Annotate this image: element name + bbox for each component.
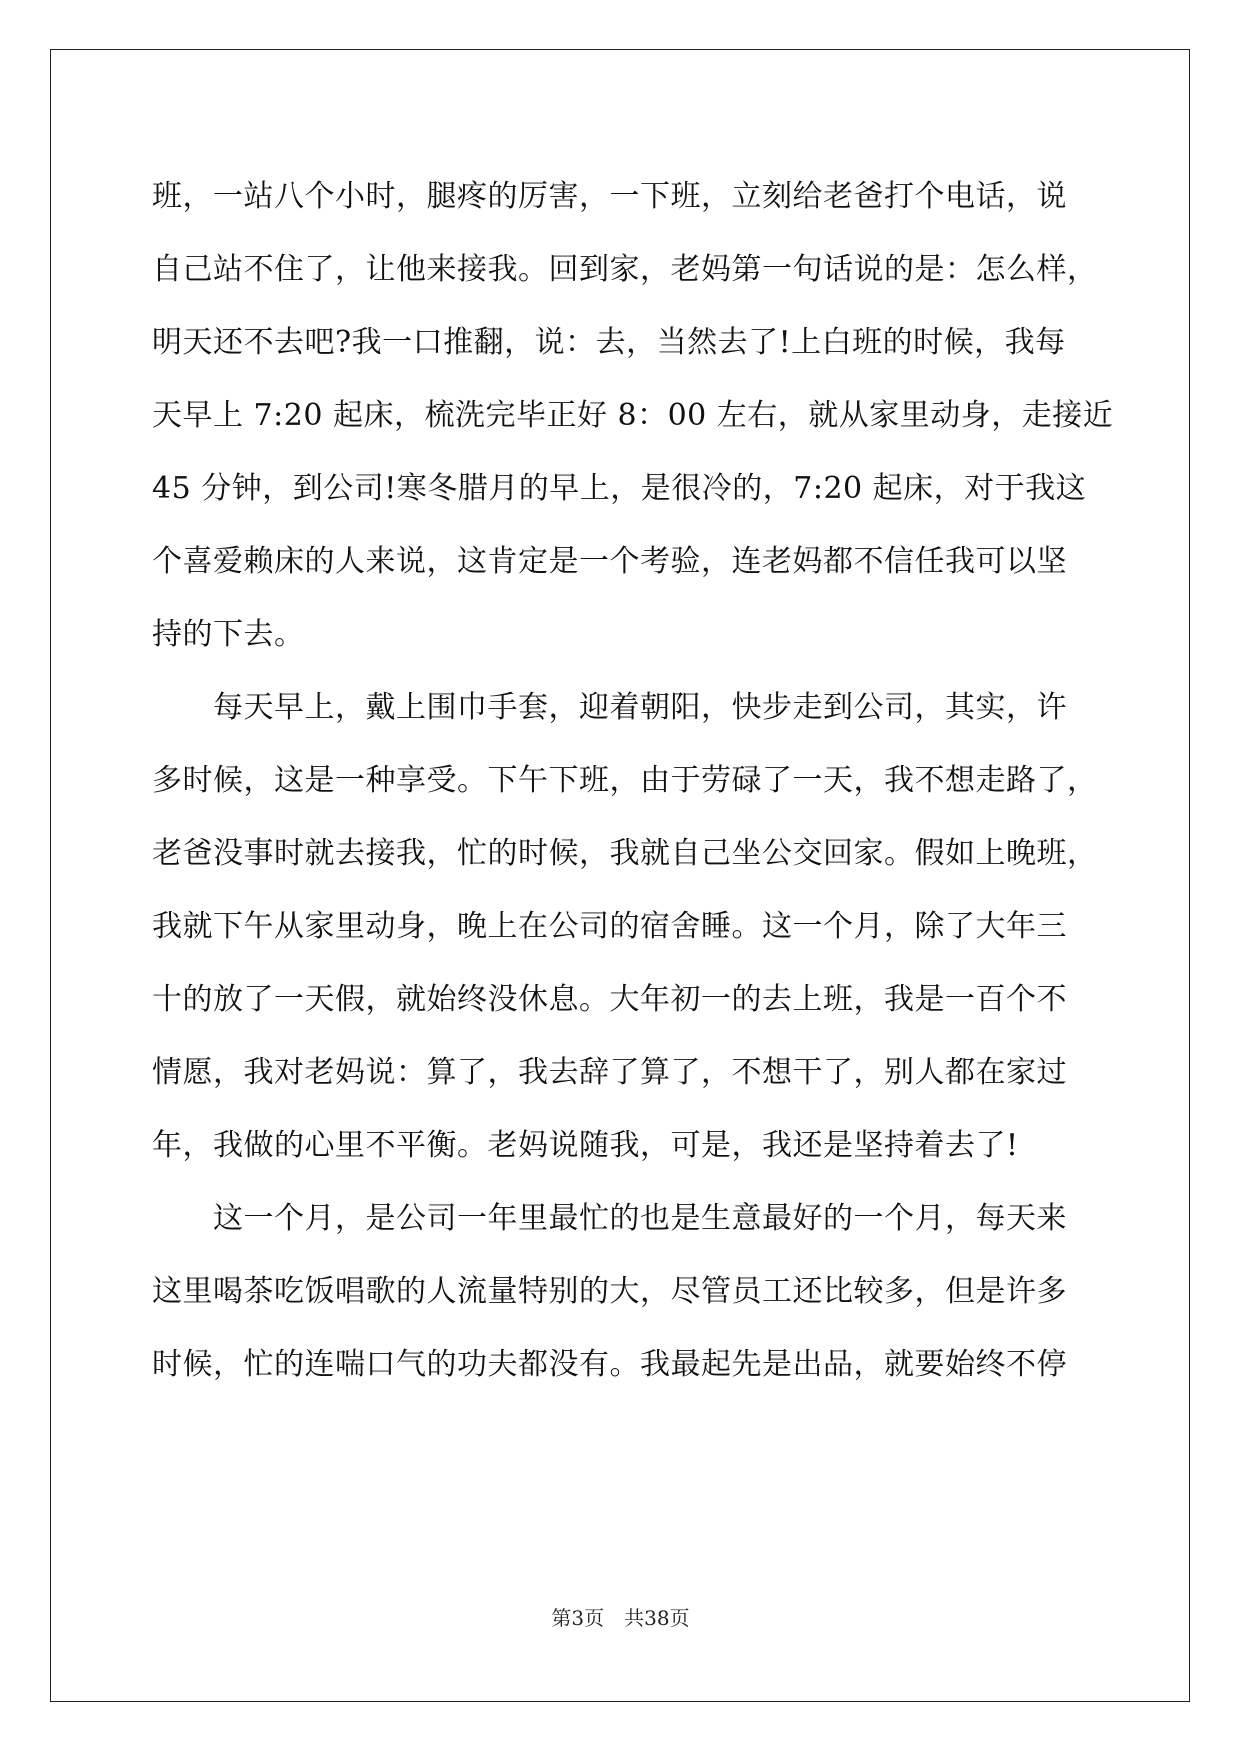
text-line: 老爸没事时就去接我，忙的时候，我就自己坐公交回家。假如上晚班， <box>152 836 1098 871</box>
text-line: 自己站不住了，让他来接我。回到家，老妈第一句话说的是：怎么样， <box>152 252 1098 287</box>
text-line: 情愿，我对老妈说：算了，我去辞了算了，不想干了，别人都在家过 <box>152 1055 1067 1090</box>
paragraph-2 <box>152 671 1098 1182</box>
text-line: 明天还不去吧?我一口推翻，说：去，当然去了!上白班的时候，我每 <box>152 325 1066 360</box>
text-line: 年，我做的心里不平衡。老妈说随我，可是，我还是坚持着去了! <box>152 1128 1019 1163</box>
paragraph-1 <box>152 160 1114 671</box>
text-line: 我就下午从家里动身，晚上在公司的宿舍睡。这一个月，除了大年三 <box>152 909 1067 944</box>
page-number: 第3页 <box>551 1606 605 1630</box>
text-line: 45 分钟，到公司!寒冬腊月的早上，是很冷的，7:20 起床，对于我这 <box>152 471 1087 506</box>
text-line: 持的下去。 <box>152 617 305 652</box>
text-line: 每天早上，戴上围巾手套，迎着朝阳，快步走到公司，其实，许 <box>213 690 1067 725</box>
paragraph-3 <box>152 1182 1092 1401</box>
text-line: 天早上 7:20 起床，梳洗完毕正好 8：00 左右，就从家里动身，走接近 <box>152 398 1114 433</box>
text-line: 这一个月，是公司一年里最忙的也是生意最好的一个月，每天来 <box>213 1201 1067 1236</box>
text-line: 十的放了一天假，就始终没休息。大年初一的去上班，我是一百个不 <box>152 982 1067 1017</box>
total-pages: 共38页 <box>624 1606 690 1630</box>
text-line: 这里喝茶吃饭唱歌的人流量特别的大，尽管员工还比较多，但是许多 <box>152 1274 1067 1309</box>
page-footer <box>0 1602 1241 1631</box>
document-body <box>152 160 1114 1401</box>
text-line: 时候，忙的连喘口气的功夫都没有。我最起先是出品，就要始终不停 <box>152 1347 1067 1382</box>
text-line: 个喜爱赖床的人来说，这肯定是一个考验，连老妈都不信任我可以坚 <box>152 544 1067 579</box>
text-line: 班，一站八个小时，腿疼的厉害，一下班，立刻给老爸打个电话，说 <box>152 179 1067 214</box>
text-line: 多时候，这是一种享受。下午下班，由于劳碌了一天，我不想走路了， <box>152 763 1098 798</box>
